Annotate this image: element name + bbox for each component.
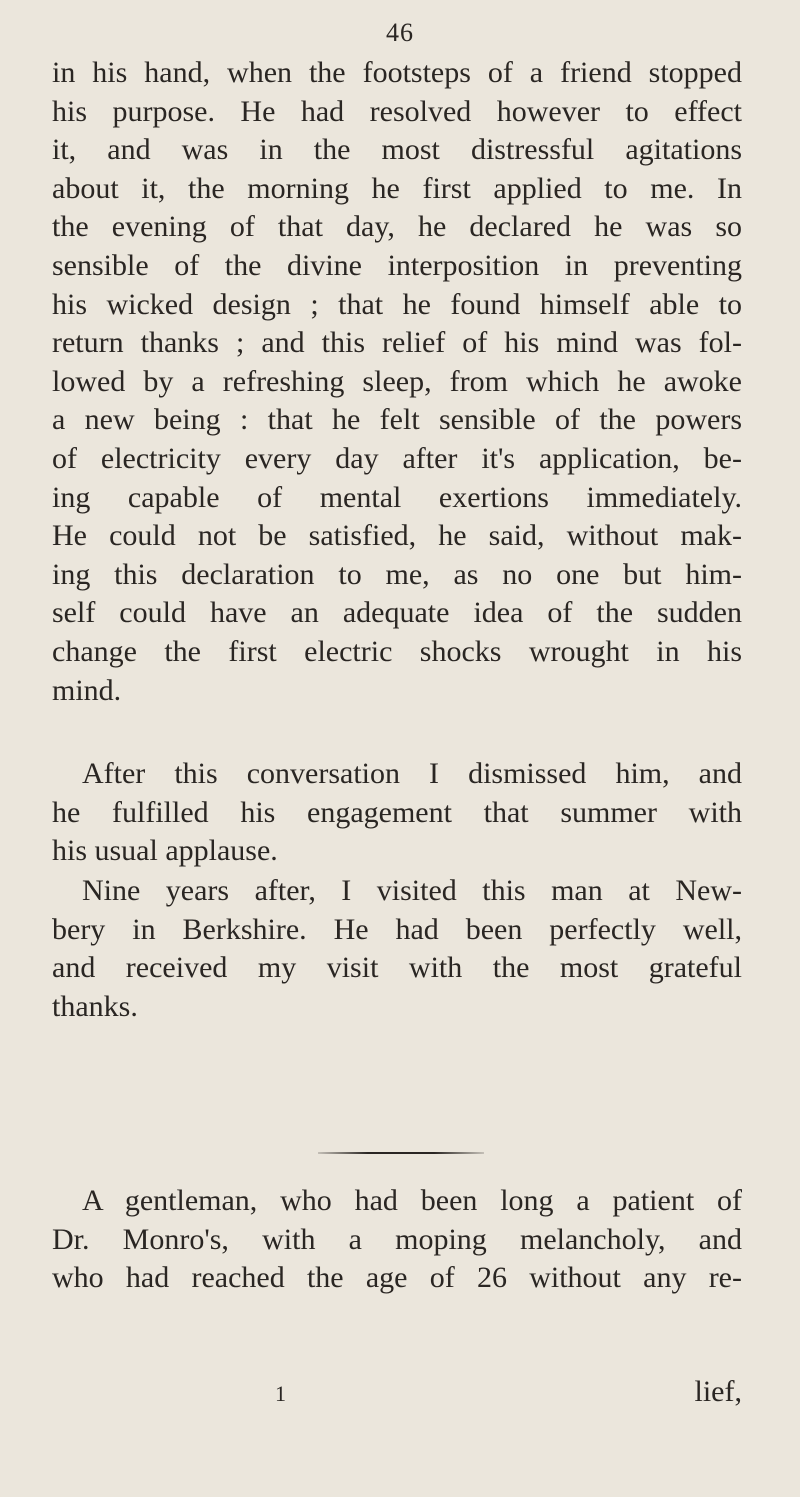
text-line: thanks. (52, 989, 138, 1023)
text-line: the evening of that day, he declared he was so (52, 210, 742, 244)
text-line: it, and was in the most distressful agitations (52, 133, 742, 167)
text-line: return thanks ; and this relief of his mind was fol- (52, 326, 742, 360)
text-line: about it, the morning he first applied to me. In (52, 171, 742, 205)
text-line: his wicked design ; that he found himself able to (52, 287, 742, 321)
text-line: Dr. Monro's, with a moping melancholy, and (52, 1222, 742, 1256)
text-line: a new being : that he felt sensible of the powers (52, 403, 742, 437)
paragraph-2 (52, 755, 742, 871)
text-line: ing this declaration to me, as no one but him- (52, 557, 742, 591)
text-line: and received my visit with the most grateful (52, 951, 742, 985)
text-line: in his hand, when the footsteps of a friend stopped (52, 56, 742, 89)
text-line: Nine years after, I visited this man at New- (82, 874, 742, 907)
text-line: lowed by a refreshing sleep, from which he awoke (52, 364, 742, 398)
catchword: lief, (694, 1375, 742, 1408)
page-footer (52, 1375, 742, 1415)
text-line: who had reached the age of 26 without any re- (52, 1261, 742, 1295)
text-line: self could have an adequate idea of the sudden (52, 596, 742, 630)
text-line: his purpose. He had resolved however to effect (52, 94, 742, 128)
paragraph-4 (52, 1182, 742, 1298)
text-line: mind. (52, 673, 122, 707)
text-line: change the first electric shocks wrought in his (52, 634, 742, 668)
text-line: bery in Berkshire. He had been perfectly well, (52, 912, 742, 946)
text-line: of electricity every day after it's application, be- (52, 441, 742, 475)
text-line: he fulfilled his engagement that summer with (52, 795, 742, 829)
text-line: sensible of the divine interposition in preventing (52, 248, 742, 282)
text-line: ing capable of mental exertions immediately. (52, 480, 742, 514)
page-number: 46 (386, 18, 414, 47)
paragraph-1 (52, 54, 742, 710)
section-divider (318, 1152, 484, 1154)
text-line: He could not be satisfied, he said, without mak- (52, 519, 742, 553)
text-line: A gentleman, who had been long a patient of (82, 1184, 742, 1217)
signature-mark: 1 (275, 1381, 286, 1406)
paragraph-3 (52, 872, 742, 1026)
text-line: After this conversation I dismissed him, and (82, 757, 742, 790)
text-line: his usual applause. (52, 834, 278, 868)
